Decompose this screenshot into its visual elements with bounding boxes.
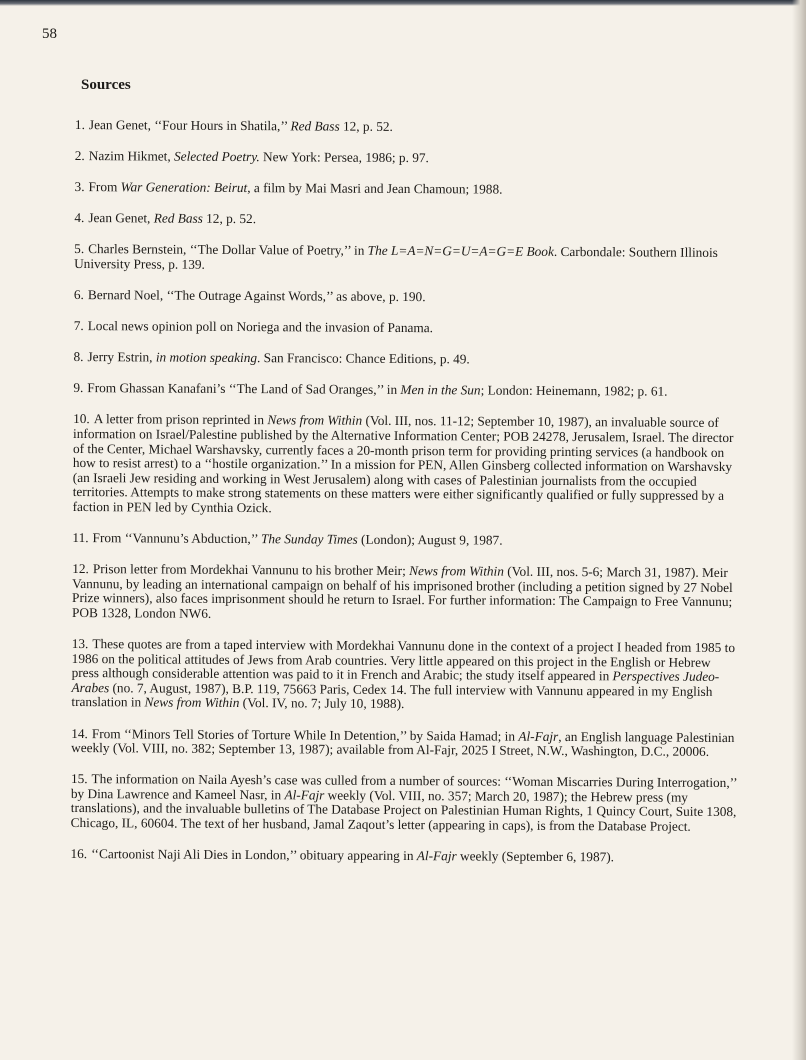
note-text: ‘‘Cartoonist Naji Ali Dies in London,’’ obituary appearing in (91, 846, 417, 864)
note-title-italic: Al-Fajr (416, 848, 457, 864)
note-text: (Vol. IV, no. 7; July 10, 1988). (239, 695, 405, 712)
note-text: , an English language Palestinian weekly (Vol. VIII, no. 382; September 13, 1987); available from Al-Fajr, 2025 I Street, N.W., Washington, D.C., 20006. (71, 728, 735, 760)
source-note (73, 412, 740, 518)
note-text: Jean Genet, ‘‘Four Hours in Shatila,’’ (88, 117, 291, 134)
note-text: A letter from prison reprinted in (93, 411, 268, 428)
note-text: , a film by Mai Masri and Jean Chamoun; 1988. (247, 180, 503, 197)
notes-list (70, 118, 741, 882)
note-number: 16. (70, 846, 88, 862)
note-text: From (88, 179, 121, 195)
note-number: 4. (74, 210, 85, 226)
note-title-italic: Red Bass (290, 118, 340, 134)
note-number: 1. (74, 117, 85, 133)
note-number: 15. (70, 771, 88, 787)
note-text: 12, p. 52. (202, 211, 257, 227)
note-title-italic: Al-Fajr (284, 787, 325, 803)
note-title-italic: in motion speaking (155, 349, 258, 366)
source-note (74, 211, 740, 230)
note-text: Bernard Noel, ‘‘The Outrage Against Words,’’ as above, p. 190. (87, 287, 426, 305)
note-title-italic: Red Bass (153, 210, 203, 227)
note-title-italic: Perspectives Judeo-Arabes (71, 668, 720, 696)
note-text: Prison letter from Mordekhai Vannunu to his brother Meir; (92, 561, 410, 579)
note-text: . San Francisco: Chance Editions, p. 49. (257, 350, 470, 367)
note-title-italic: News from Within (409, 563, 504, 579)
note-text: ; London: Heinemann, 1982; p. 61. (480, 382, 668, 399)
note-number: 12. (72, 561, 89, 577)
note-title-italic: The L=A=N=G=U=A=G=E Book (367, 243, 554, 260)
top-edge-shadow (0, 0, 806, 6)
note-text: Jean Genet, (88, 210, 154, 226)
note-number: 10. (73, 411, 90, 427)
source-note (72, 531, 738, 550)
note-text: (Vol. III, nos. 5-6; March 31, 1987). Meir Vannunu, by leading an international campaign on behalf of his imprisoned brother (including a petition signed by 27 Nobel Prize winners), also faces imprisonment should he return to Israel. For further information: The Campaign to Free Vannunu; POB 1328, London NW6. (71, 563, 733, 621)
note-title-italic: Men in the Sun (400, 382, 481, 398)
note-text: (London); August 9, 1987. (357, 531, 503, 548)
note-text: (Vol. III, nos. 11-12; September 10, 1987), an invaluable source of information on Israel/Palestine published by the Alternative Information Center; POB 24278, Jerusalem, Israel. The director of the Center, Michael Warshavsky, currently faces a 20-month prison term for providing printing services (a handbook on how to resist arrest) to a ‘‘hostile organization.’’ In a mission for PEN, Allen Ginsberg collected information on Warshavsky (an Israeli Jew residing and working in West Jerusalem) along with cases of Palestinian journalists from the occupied territories. Attempts to make strong statements on these matters were either significantly qualified or fully suppressed by a faction in PEN led by Cynthia Ozick. (72, 413, 734, 516)
note-number: 13. (71, 636, 89, 652)
note-text: Jerry Estrin, (87, 349, 156, 365)
note-text: From Ghassan Kanafani’s ‘‘The Land of Sad Oranges,’’ in (87, 380, 401, 398)
source-note (75, 180, 741, 199)
note-title-italic: Al-Fajr (518, 728, 559, 744)
note-title-italic: The Sunday Times (260, 531, 358, 547)
note-text: . Carbondale: Southern Illinois University Press, p. 139. (74, 244, 718, 272)
note-text: Charles Bernstein, ‘‘The Dollar Value of Poetry,’’ in (88, 241, 368, 259)
note-title-italic: News from Within (144, 694, 240, 711)
note-text: These quotes are from a taped interview with Mordekhai Vannunu done in the context of a project I headed from 1985 to 1986 on the political attitudes of Jews from Arab countries. Very little appeared on this project in the English or Hebrew press although considerable attention was paid to it in French and Arabic; the study itself appeared in (71, 636, 736, 684)
note-title-italic: News from Within (267, 412, 363, 429)
source-note (74, 242, 740, 275)
note-number: 7. (73, 318, 84, 334)
note-text: Nazim Hikmet, (88, 148, 175, 164)
note-text: From ‘‘Minors Tell Stories of Torture While In Detention,’’ by Saida Hamad; in (91, 725, 519, 744)
note-number: 11. (72, 530, 89, 546)
page-gutter-shadow (792, 0, 806, 1060)
source-note (73, 381, 739, 400)
source-note (72, 562, 738, 624)
source-note (71, 727, 737, 760)
source-note (73, 350, 739, 369)
source-note (70, 847, 736, 866)
sources-heading: Sources (81, 77, 131, 93)
note-number: 14. (71, 725, 88, 741)
note-text: Local news opinion poll on Noriega and the invasion of Panama. (87, 318, 434, 336)
source-note (74, 288, 740, 307)
note-number: 3. (74, 179, 85, 195)
source-note (71, 772, 737, 834)
note-number: 6. (73, 287, 84, 303)
source-note (71, 637, 737, 714)
note-text: (no. 7, August, 1987), B.P. 119, 75663 Paris, Cedex 14. The full interview with Vannunu appeared in my English translation in (71, 680, 713, 710)
note-text: weekly (September 6, 1987). (456, 848, 615, 865)
note-text: weekly (Vol. VIII, no. 357; March 20, 1987); the Hebrew press (my translations), and the invaluable bulletins of The Database Project on Palestinian Human Rights, 1 Quincy Court, Suite 1308, Chicago, IL, 60604. The text of her husband, Jamal Zaqout’s letter (appearing in caps), is from the Database Project. (70, 787, 737, 834)
note-text: New York: Persea, 1986; p. 97. (259, 149, 429, 166)
note-text: From ‘‘Vannunu’s Abduction,’’ (92, 530, 262, 547)
page-number: 58 (42, 26, 57, 42)
source-note (74, 319, 740, 338)
note-title-italic: Selected Poetry. (174, 148, 260, 165)
note-number: 8. (73, 349, 84, 365)
note-number: 5. (74, 241, 85, 257)
source-note (75, 118, 741, 137)
note-title-italic: War Generation: Beirut (120, 179, 248, 196)
note-number: 2. (74, 148, 85, 164)
note-number: 9. (73, 380, 84, 396)
source-note (75, 149, 741, 168)
note-text: 12, p. 52. (339, 118, 393, 134)
note-text: The information on Naila Ayesh’s case was culled from a number of sources: ‘‘Woman Miscarries During Interrogation,’’ by Dina Lawrence and Kameel Nasr, in (70, 771, 737, 803)
